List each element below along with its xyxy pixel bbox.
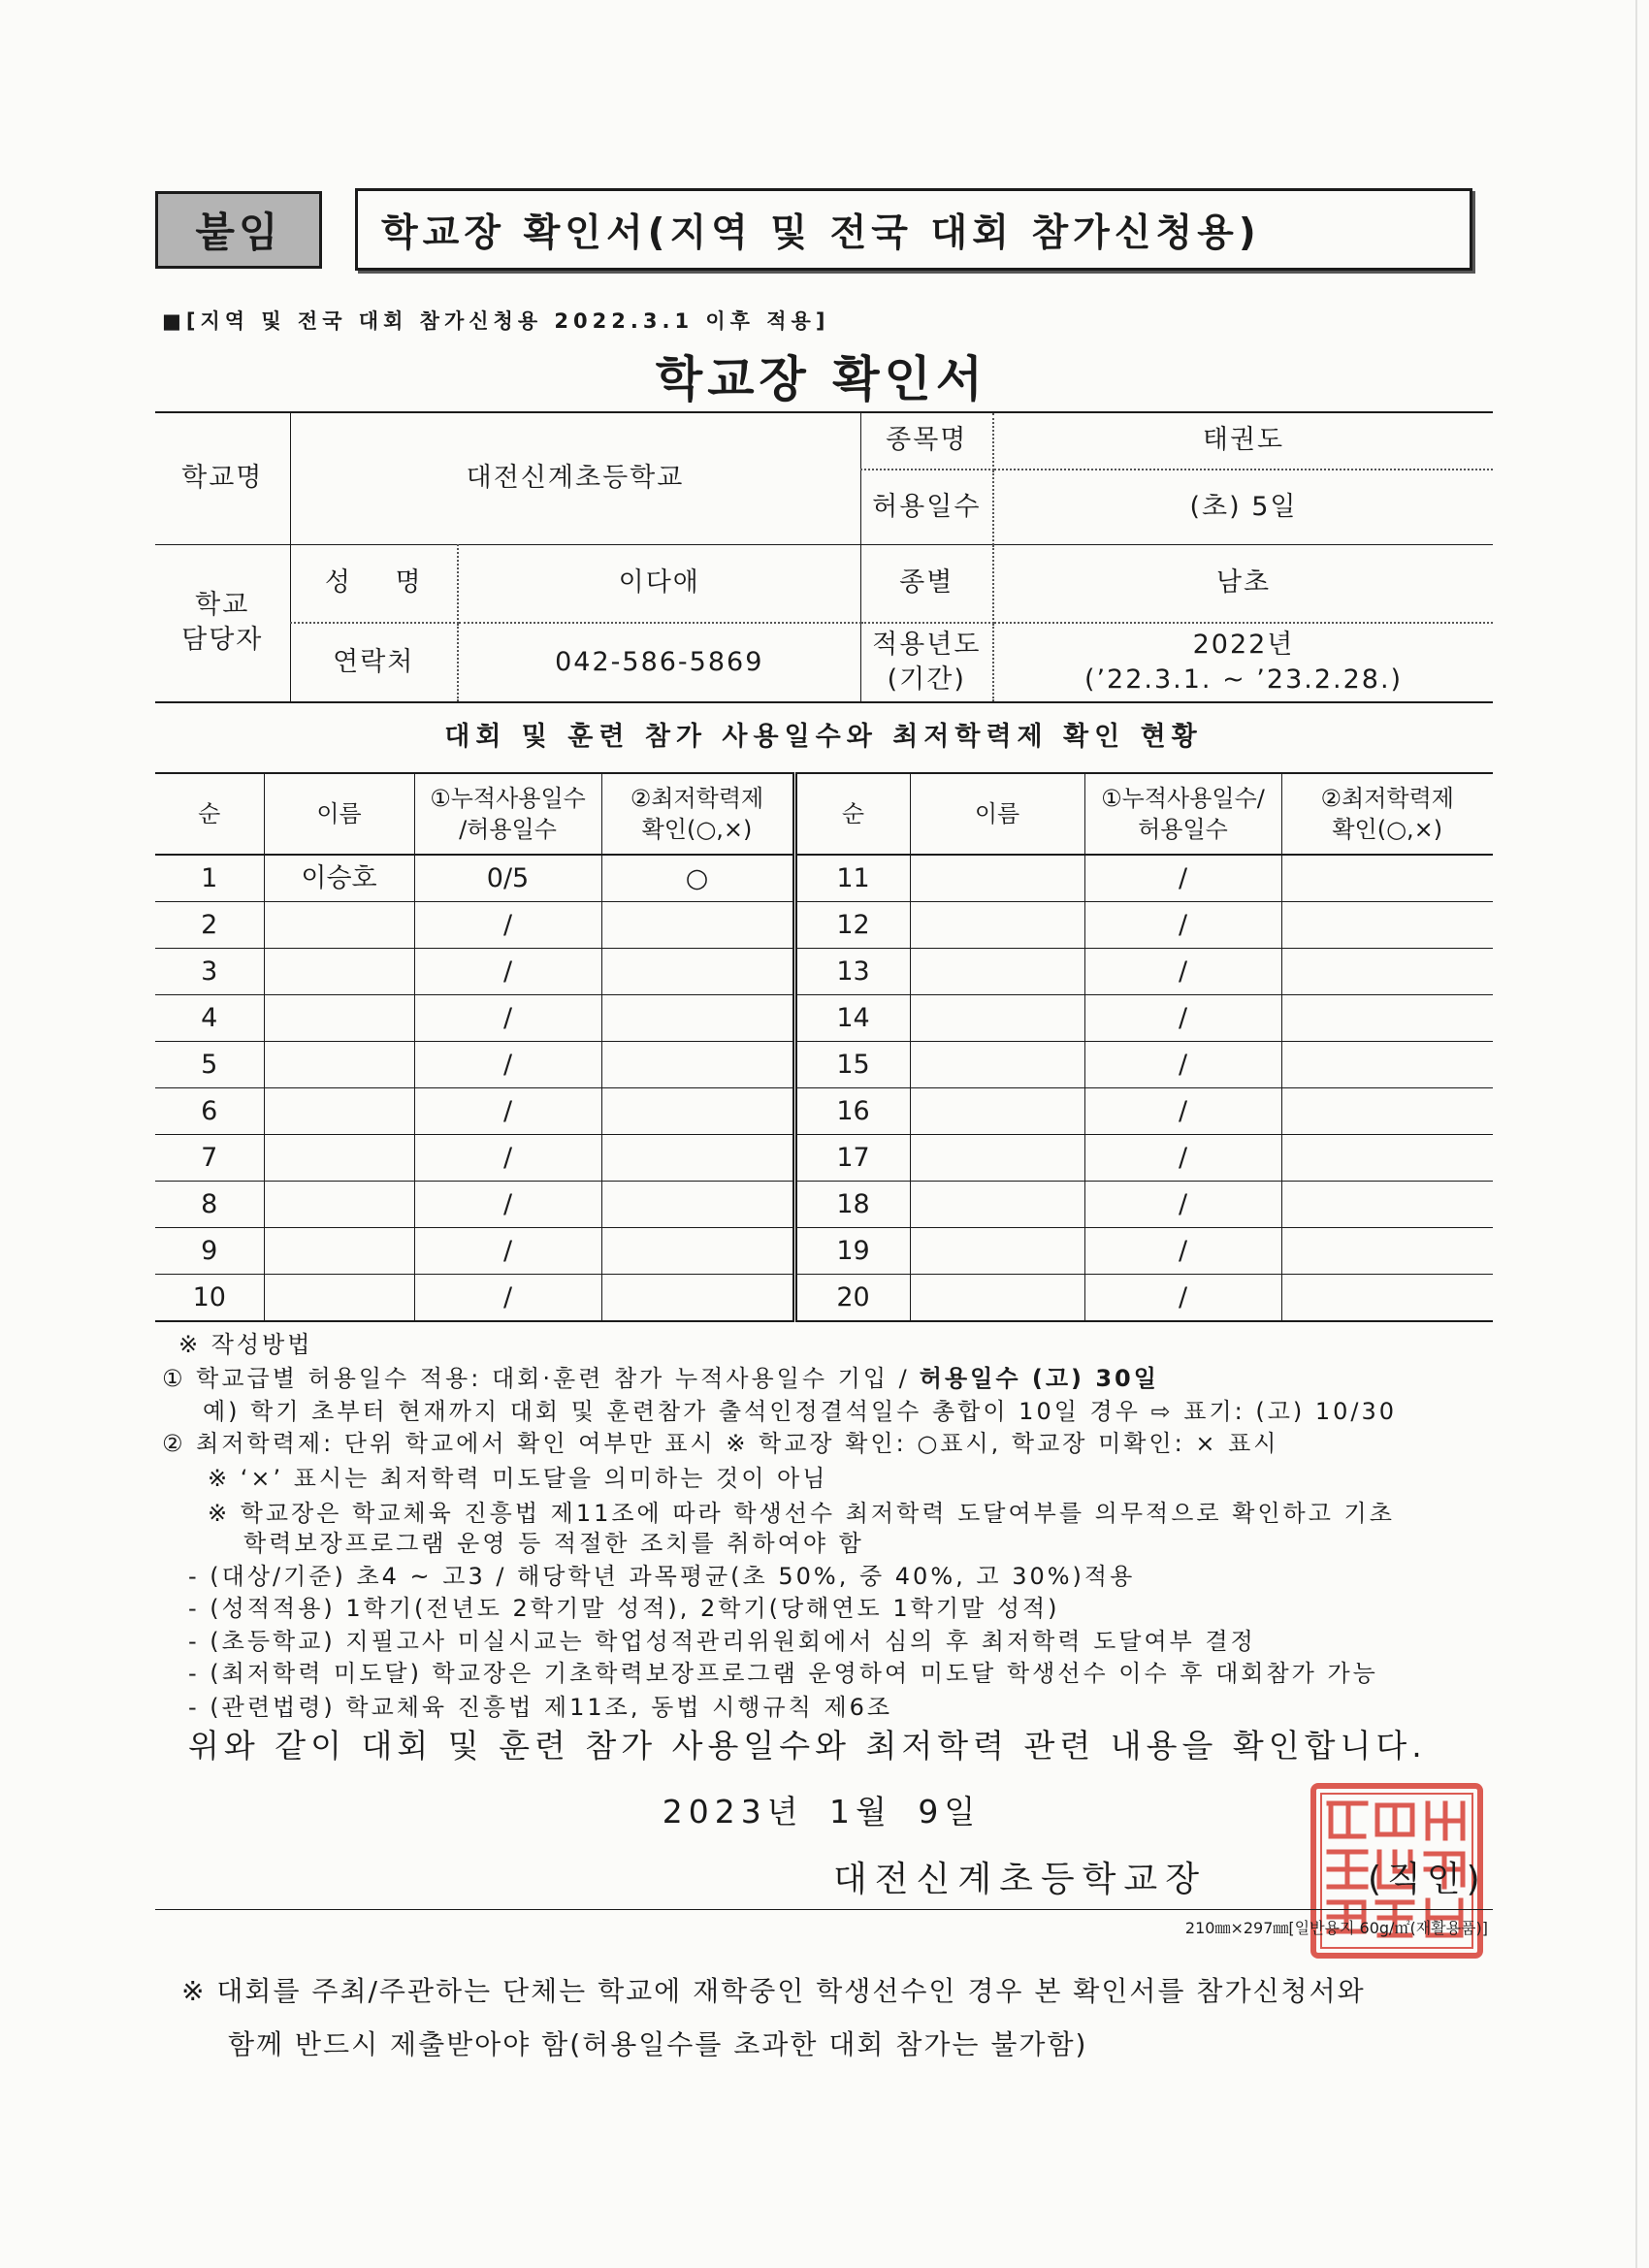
row-number: 18 (794, 1182, 910, 1228)
info-row (155, 544, 1493, 623)
phone-label: 연락처 (290, 623, 458, 702)
signer-name: 대전신계초등학교장 (833, 1860, 1207, 1899)
instruction-note-duty-cont: 학력보장프로그램 운영 등 적절한 조치를 취하여야 함 (243, 1530, 864, 1557)
table-row (155, 1275, 1493, 1322)
min-achievement-check (1281, 1228, 1493, 1275)
divider (155, 1909, 1493, 1910)
student-name (264, 1088, 414, 1135)
instruction-bullet: - (관련법령) 학교체육 진흥법 제11조, 동법 시행규칙 제6조 (188, 1694, 893, 1721)
seal-label: (직인) (1368, 1860, 1486, 1899)
col-header-line: ①누적사용일수/ (1101, 784, 1265, 812)
student-name (910, 1228, 1084, 1275)
school-name: 대전신계초등학교 (290, 412, 860, 544)
student-name (264, 1042, 414, 1088)
table-row (155, 995, 1493, 1042)
student-name (264, 995, 414, 1042)
allowed-days-label: 허용일수 (860, 470, 993, 544)
min-achievement-check (601, 1135, 794, 1182)
cumulative-days: / (1084, 1135, 1281, 1182)
min-achievement-check (601, 1182, 794, 1228)
issue-date: 2023년 1월 9일 (662, 1793, 982, 1831)
cumulative-days: / (414, 1088, 601, 1135)
col-header-line: 확인(○,×) (1332, 816, 1443, 843)
period-label (860, 623, 993, 702)
col-header-line: /허용일수 (459, 816, 557, 843)
min-achievement-check (1281, 1135, 1493, 1182)
cumulative-days: / (1084, 1088, 1281, 1135)
min-achievement-check (1281, 949, 1493, 995)
instruction-bullet: - (대상/기준) 초4 ~ 고3 / 해당학년 과목평균(초 50%, 중 40%, 고 30%)적용 (188, 1563, 1136, 1590)
min-achievement-check: ○ (601, 855, 794, 902)
min-achievement-check (1281, 1088, 1493, 1135)
cumulative-days: / (1084, 949, 1281, 995)
instruction-bullet: - (성적적용) 1학기(전년도 2학기말 성적), 2학기(당해연도 1학기말 성적) (188, 1595, 1060, 1622)
row-number: 19 (794, 1228, 910, 1275)
col-header-name: 이름 (264, 773, 414, 855)
cumulative-days: / (1084, 1182, 1281, 1228)
table-header-row (155, 773, 1493, 855)
contact-person-label (155, 544, 290, 702)
table-row (155, 1228, 1493, 1275)
row-number: 16 (794, 1088, 910, 1135)
row-number: 17 (794, 1135, 910, 1182)
student-name (910, 1135, 1084, 1182)
row-number: 13 (794, 949, 910, 995)
school-info-table (155, 411, 1493, 703)
phone-number: 042-586-5869 (458, 623, 860, 702)
student-name (910, 995, 1084, 1042)
table-row (155, 1182, 1493, 1228)
footer-note-line-1: ※ 대회를 주최/주관하는 단체는 학교에 재학중인 학생선수인 경우 본 확인서를 참가신청서와 (181, 1975, 1366, 2007)
student-name: 이승호 (264, 855, 414, 902)
cumulative-days: / (1084, 902, 1281, 949)
row-number: 6 (155, 1088, 264, 1135)
cumulative-days: / (414, 1135, 601, 1182)
col-header-min-achievement (1281, 773, 1493, 855)
col-header-line: 허용일수 (1138, 816, 1228, 843)
instruction-example: 예) 학기 초부터 현재까지 대회 및 훈련참가 출석인정결석일수 총합이 10일 경우 ⇨ 표기: (고) 10/30 (203, 1398, 1398, 1425)
row-number: 10 (155, 1275, 264, 1322)
cumulative-days: / (414, 1042, 601, 1088)
instruction-item-1-emphasis: 허용일수 (고) 30일 (919, 1365, 1159, 1392)
instruction-bullet: - (초등학교) 지필고사 미실시교는 학업성적관리위원회에서 심의 후 최저학력 도달여부 결정 (188, 1628, 1256, 1655)
contact-person-label-line-2: 담당자 (181, 625, 264, 656)
document-title: 학교장 확인서 (655, 351, 988, 407)
student-name (910, 1042, 1084, 1088)
col-header-number: 순 (155, 773, 264, 855)
student-name (264, 902, 414, 949)
cumulative-days: / (414, 995, 601, 1042)
row-number: 1 (155, 855, 264, 902)
row-number: 12 (794, 902, 910, 949)
min-achievement-check (601, 949, 794, 995)
instruction-item-1 (162, 1367, 1159, 1390)
row-number: 7 (155, 1135, 264, 1182)
student-name (264, 1275, 414, 1322)
student-name (910, 1275, 1084, 1322)
cumulative-days: / (1084, 855, 1281, 902)
row-number: 14 (794, 995, 910, 1042)
col-header-name: 이름 (910, 773, 1084, 855)
table-row (155, 1088, 1493, 1135)
paper-spec: 210㎜×297㎜[일반용지 60g/㎡(재활용품)] (1184, 1919, 1488, 1937)
sport: 태권도 (993, 412, 1493, 470)
row-number: 4 (155, 995, 264, 1042)
min-achievement-check (1281, 995, 1493, 1042)
min-achievement-check (601, 1228, 794, 1275)
period-range: (’22.3.1. ~ ’23.2.28.) (1083, 664, 1404, 695)
table-row (155, 949, 1493, 995)
min-achievement-check (1281, 1275, 1493, 1322)
instruction-bullet: - (최저학력 미도달) 학교장은 기초학력보장프로그램 운영하여 미도달 학생선수 이수 후 대회참가 가능 (188, 1660, 1378, 1687)
form-title-box (355, 188, 1472, 271)
min-achievement-check (1281, 902, 1493, 949)
col-header-cumulative-days (414, 773, 601, 855)
col-header-line: ①누적사용일수 (430, 784, 586, 812)
row-number: 5 (155, 1042, 264, 1088)
info-row (155, 412, 1493, 470)
row-number: 3 (155, 949, 264, 995)
contact-person-label-line-1: 학교 (195, 589, 250, 620)
min-achievement-check (601, 995, 794, 1042)
cumulative-days: / (1084, 995, 1281, 1042)
footer-note-line-2: 함께 반드시 제출받아야 함(허용일수를 초과한 대회 참가는 불가함) (228, 2028, 1088, 2060)
min-achievement-check (601, 1088, 794, 1135)
min-achievement-check (1281, 855, 1493, 902)
instruction-item-1-text: ① 학교급별 허용일수 적용: 대회·훈련 참가 누적사용일수 기입 / (162, 1365, 910, 1392)
cumulative-days: / (414, 1275, 601, 1322)
page-edge (1635, 0, 1637, 2268)
period-value (993, 623, 1493, 702)
col-header-min-achievement (601, 773, 794, 855)
student-name (264, 1135, 414, 1182)
status-table-title: 대회 및 훈련 참가 사용일수와 최저학력제 확인 현황 (444, 722, 1203, 752)
attachment-label (155, 191, 322, 269)
school-name-label: 학교명 (155, 412, 290, 544)
student-name (264, 1228, 414, 1275)
cumulative-days: / (1084, 1042, 1281, 1088)
min-achievement-check (601, 1275, 794, 1322)
form-title: 학교장 확인서(지역 및 전국 대회 참가신청용) (381, 211, 1261, 255)
cumulative-days: / (414, 1182, 601, 1228)
applicability-note: ■[지역 및 전국 대회 참가신청용 2022.3.1 이후 적용] (162, 309, 830, 333)
sport-label: 종목명 (860, 412, 993, 470)
allowed-days: (초) 5일 (993, 470, 1493, 544)
info-row (155, 623, 1493, 702)
col-header-line: ②최저학력제 (630, 784, 764, 812)
period-label-line-2: (기간) (887, 664, 966, 695)
min-achievement-check (1281, 1042, 1493, 1088)
period-year: 2022년 (1192, 629, 1295, 660)
instructions-heading: ※ 작성방법 (178, 1331, 313, 1358)
row-number: 2 (155, 902, 264, 949)
instruction-item-2: ② 최저학력제: 단위 학교에서 확인 여부만 표시 ※ 학교장 확인: ○표시, 학교장 미확인: × 표시 (162, 1430, 1279, 1457)
row-number: 20 (794, 1275, 910, 1322)
row-number: 15 (794, 1042, 910, 1088)
table-row (155, 902, 1493, 949)
student-name (264, 949, 414, 995)
col-header-line: ②최저학력제 (1320, 784, 1454, 812)
student-name (264, 1182, 414, 1228)
instruction-note-x: ※ ‘×’ 표시는 최저학력 미도달을 의미하는 것이 아님 (208, 1465, 828, 1492)
cumulative-days: / (1084, 1275, 1281, 1322)
status-table (155, 772, 1493, 1322)
cumulative-days: / (1084, 1228, 1281, 1275)
confirmation-statement: 위와 같이 대회 및 훈련 참가 사용일수와 최저학력 관련 내용을 확인합니다. (188, 1727, 1427, 1765)
row-number: 11 (794, 855, 910, 902)
min-achievement-check (1281, 1182, 1493, 1228)
cumulative-days: 0/5 (414, 855, 601, 902)
col-header-number: 순 (794, 773, 910, 855)
table-row (155, 855, 1493, 902)
name-label: 성 명 (290, 544, 458, 623)
student-name (910, 949, 1084, 995)
student-name (910, 1088, 1084, 1135)
min-achievement-check (601, 1042, 794, 1088)
category-label: 종별 (860, 544, 993, 623)
cumulative-days: / (414, 1228, 601, 1275)
row-number: 9 (155, 1228, 264, 1275)
table-row (155, 1042, 1493, 1088)
student-name (910, 855, 1084, 902)
instruction-note-duty: ※ 학교장은 학교체육 진흥법 제11조에 따라 학생선수 최저학력 도달여부를 의무적으로 확인하고 기초 (208, 1500, 1395, 1527)
cumulative-days: / (414, 949, 601, 995)
student-name (910, 1182, 1084, 1228)
category: 남초 (993, 544, 1493, 623)
row-number: 8 (155, 1182, 264, 1228)
table-row (155, 1135, 1493, 1182)
contact-name: 이다애 (458, 544, 860, 623)
attachment-label-text: 붙임 (195, 209, 282, 256)
cumulative-days: / (414, 902, 601, 949)
student-name (910, 902, 1084, 949)
col-header-line: 확인(○,×) (641, 816, 753, 843)
col-header-cumulative-days (1084, 773, 1281, 855)
period-label-line-1: 적용년도 (872, 629, 982, 660)
min-achievement-check (601, 902, 794, 949)
